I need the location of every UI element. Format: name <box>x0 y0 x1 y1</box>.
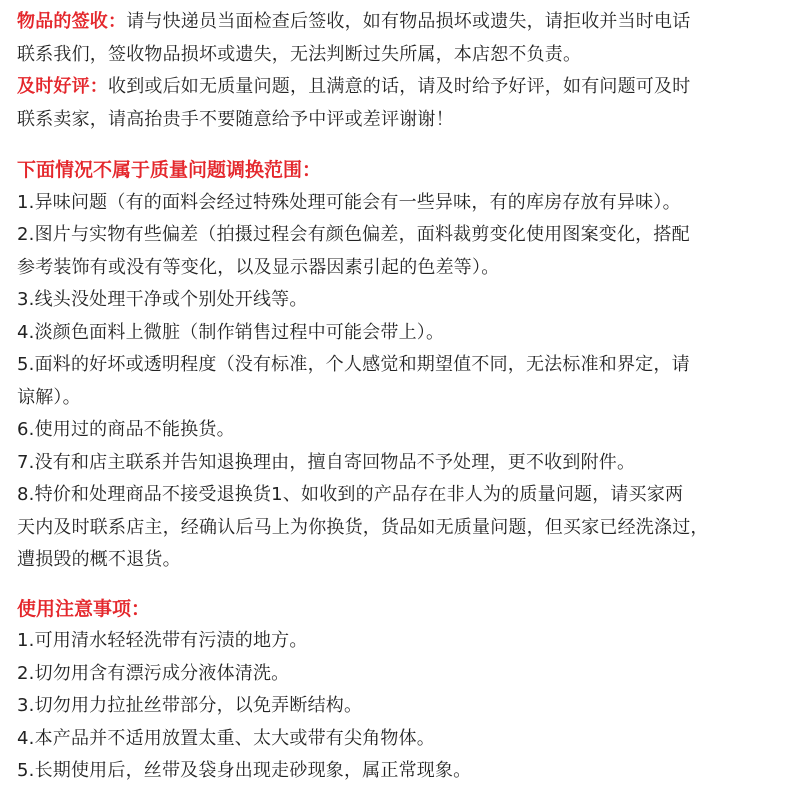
exclusion-line: 遭损毁的概不退货。 <box>17 549 181 570</box>
exclusion-line: 1.异味问题（有的面料会经过特殊处理可能会有一些异味，有的库房存放有异味）。 <box>17 191 681 213</box>
exclusion-line: 天内及时联系店主，经确认后马上为你换货，货品如无质量问题，但买家已经洗涤过， <box>17 516 709 538</box>
exclusion-line: 3.线头没处理干净或个别处开线等。 <box>17 289 308 310</box>
usage-list <box>17 625 774 788</box>
review-notice-line-2: 联系卖家，请高抬贵手不要随意给予中评或差评谢谢！ <box>17 108 454 130</box>
sign-notice-line-2: 联系我们，签收物品损坏或遗失，无法判断过失所属，本店恕不负责。 <box>17 43 582 65</box>
sign-notice-line-1 <box>17 6 774 39</box>
sign-notice-label: 物品的签收： <box>17 11 127 32</box>
exclusion-line: 2.图片与实物有些偏差（拍摄过程会有颜色偏差，面料裁剪变化使用图案变化，搭配 <box>17 224 690 245</box>
exclusion-line: 谅解）。 <box>17 386 81 408</box>
usage-line: 3.切勿用力拉扯丝带部分，以免弄断结构。 <box>17 695 363 716</box>
notice-section <box>17 0 774 136</box>
exclusion-line: 4.淡颜色面料上微脏（制作销售过程中可能会带上）。 <box>17 321 445 343</box>
exclusions-list <box>17 187 774 577</box>
review-notice-label: 及时好评： <box>17 76 108 97</box>
usage-line: 5.长期使用后，丝带及袋身出现走砂现象，属正常现象。 <box>17 760 472 781</box>
usage-line: 4.本产品并不适用放置太重、太大或带有尖角物体。 <box>17 727 435 749</box>
exclusions-heading: 下面情况不属于质量问题调换范围： <box>17 159 322 181</box>
sign-notice-text-1: 请与快递员当面检查后签收，如有物品损坏或遗失，请拒收并当时电话 <box>126 11 691 32</box>
exclusion-line: 6.使用过的商品不能换货。 <box>17 419 235 440</box>
exclusion-line: 7.没有和店主联系并告知退换理由，擅自寄回物品不予处理，更不收到附件。 <box>17 451 636 473</box>
exclusion-line: 5.面料的好坏或透明程度（没有标准，个人感觉和期望值不同，无法标准和界定，请 <box>17 354 690 375</box>
usage-line: 1.可用清水轻轻洗带有污渍的地方。 <box>17 630 308 651</box>
review-notice-line-1 <box>17 71 774 104</box>
usage-heading: 使用注意事项： <box>17 597 151 620</box>
exclusion-line: 参考装饰有或没有等变化，以及显示器因素引起的色差等）。 <box>17 256 500 278</box>
review-notice-text-1: 收到或后如无质量问题，且满意的话，请及时给予好评，如有问题可及时 <box>108 76 691 97</box>
exclusion-line: 8.特价和处理商品不接受退换货1、如收到的产品存在非人为的质量问题，请买家两 <box>17 484 684 505</box>
usage-line: 2.切勿用含有漂污成分液体清洗。 <box>17 662 290 684</box>
